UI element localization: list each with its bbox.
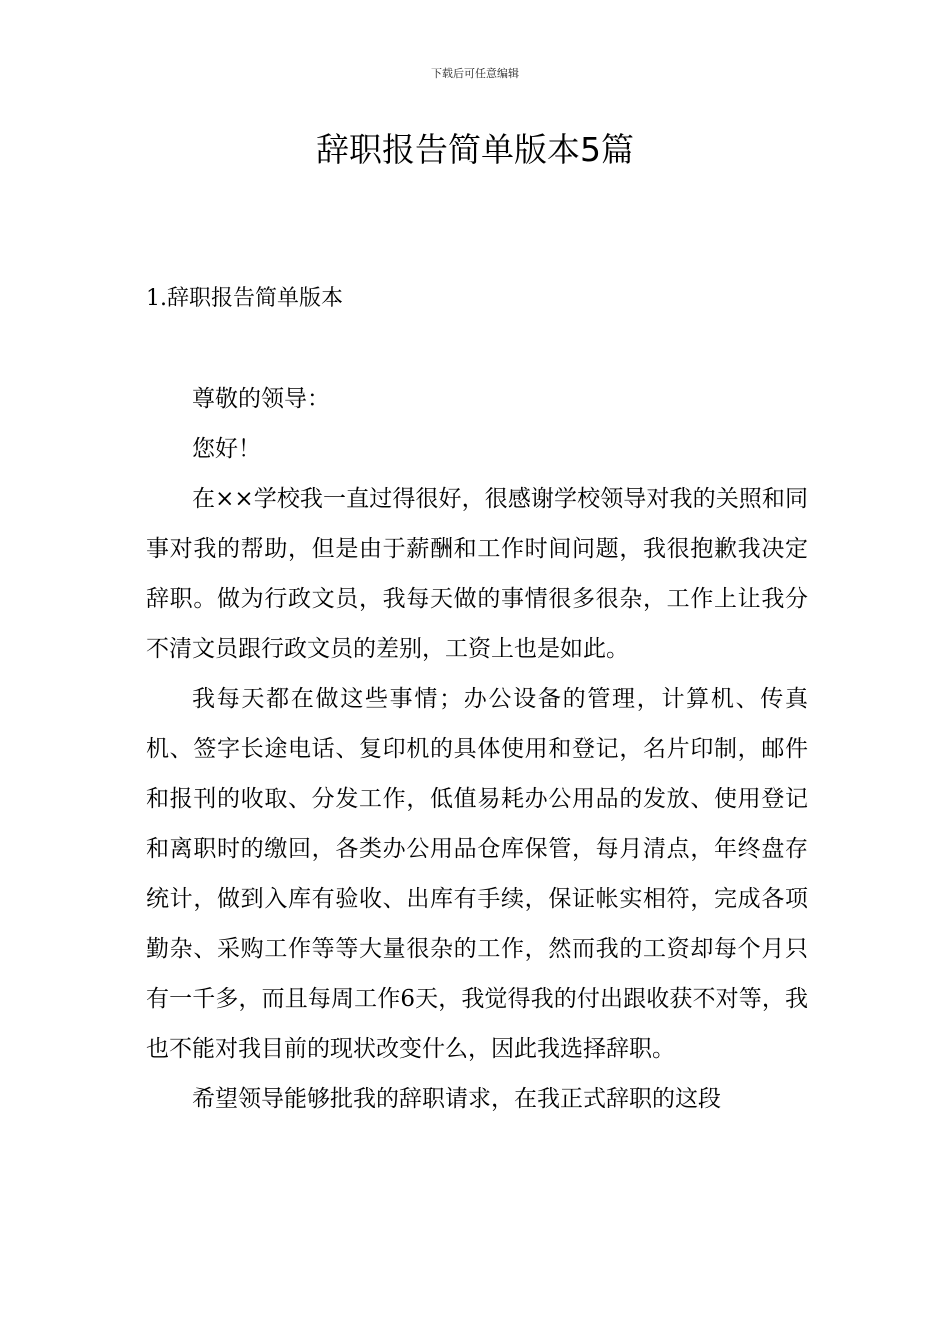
salutation: 尊敬的领导： [192, 386, 330, 412]
letter-body [146, 374, 808, 1124]
section-heading: 1.辞职报告简单版本 [146, 286, 343, 311]
greeting: 您好！ [192, 436, 261, 462]
body-paragraph: 希望领导能够批我的辞职请求，在我正式辞职的这段 [192, 1086, 721, 1112]
body-paragraph: 在××学校我一直过得很好，很感谢学校领导对我的关照和同事对我的帮助，但是由于薪酬和工作时间问题，我很抱歉我决定辞职。做为行政文员，我每天做的事情很多很杂，工作上让我分不清文员跟行政文员的差别，工资上也是如此。 [146, 486, 808, 662]
header-note: 下载后可任意编辑 [431, 67, 519, 80]
body-paragraph: 我每天都在做这些事情；办公设备的管理，计算机、传真机、签字长途电话、复印机的具体使用和登记，名片印制，邮件和报刊的收取、分发工作，低值易耗办公用品的发放、使用登记和离职时的缴回，各类办公用品仓库保管，每月清点，年终盘存统计，做到入库有验收、出库有手续，保证帐实相符，完成各项勤杂、采购工作等等大量很杂的工作，然而我的工资却每个月只有一千多，而且每周工作6天，我觉得我的付出跟收获不对等，我也不能对我目前的现状改变什么，因此我选择辞职。 [146, 686, 808, 1062]
document-title: 辞职报告简单版本5篇 [316, 130, 634, 169]
